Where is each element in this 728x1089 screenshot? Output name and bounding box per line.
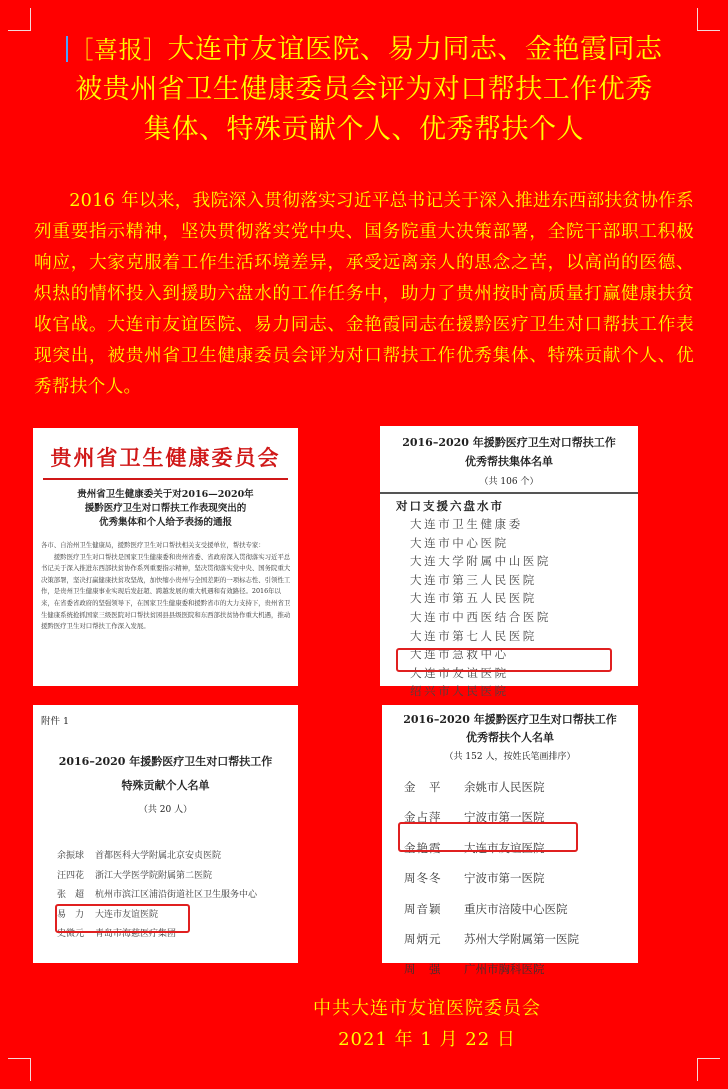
list-title: 2016–2020 年援黔医疗卫生对口帮扶工作 [402,436,616,449]
person-name: 金占萍 [404,810,442,825]
headline-line-1-text: 大连市友谊医院、易力同志、金艳霞同志 [167,34,663,65]
notice-paragraph: 援黔医疗卫生对口帮扶是国家卫生健康委和贵州省委、省政府深入贯彻落实习近平总书记关于深入推进东西部扶贫协作系列重要指示精神，坚决贯彻落实党中央、国务院重大决策部署，坚决打赢健康扶贫攻坚战，加快缩小贵州与全国差距的一项标志性、引领性工作，是贵州卫生健康事业实现后发赶超、跨越发展的重大机遇和有效路径。2016年以来，在省委省政府的坚强领导下，在国家卫生健康委和援黔省市的大力支持下，贵州省卫生健康系统抢抓国家三级医院对口帮扶贫困县县级医院和东西部扶贫协作重大机遇，推动援黔医疗卫生对口帮扶工作深入发展。 [41,552,291,631]
list-subtitle: 特殊贡献个人名单 [121,779,210,792]
person-org: 广州市胸科医院 [464,962,545,977]
notice-document-image [33,428,298,686]
person-org: 大连市友谊医院 [95,909,159,920]
header-rule [43,478,288,480]
crop-mark [697,8,720,31]
list-item: 大连大学附属中山医院 [410,554,551,569]
person-name: 金 平 [404,780,442,794]
list-item: 大连市第五人民医院 [410,591,537,606]
list-item: 大连市中心医院 [410,535,509,550]
signature-date: 2021 年 1 月 22 日 [338,1029,516,1050]
person-org: 宁波市第一医院 [464,810,545,825]
headline-line-1 [20,30,708,70]
person-org: 青岛市海慈医疗集团 [95,929,177,940]
headline-tag: ［喜报］ [69,36,168,64]
signature-block [262,993,592,1055]
list-item: 大连市急救中心 [410,647,509,662]
list-count: （共 152 人，按姓氏笔画排序） [444,752,576,762]
list-count: （共 106 个） [479,477,539,487]
list-item [57,886,257,906]
attachment-label: 附件 1 [41,716,70,727]
crop-mark [8,1058,31,1081]
headline [20,30,708,150]
list-item [404,924,579,954]
person-name: 易 力 [57,909,85,920]
highlight-box [55,904,190,933]
outstanding-person-list-image [382,705,638,977]
list-item [404,954,579,984]
list-item [57,847,257,867]
list-count: （共 20 人） [138,805,193,815]
person-name: 周炳元 [404,932,442,947]
person-org: 宁波市第一医院 [464,871,545,886]
list-item: 绍兴市人民医院 [410,684,509,699]
person-org: 杭州市滨江区浦沿街道社区卫生服务中心 [95,890,258,901]
person-org: 余姚市人民医院 [464,780,545,794]
person-name: 汪四花 [57,870,85,881]
headline-line-2: 被贵州省卫生健康委员会评为对口帮扶工作优秀 [75,74,653,105]
person-org: 重庆市涪陵中心医院 [464,901,568,916]
person-name: 史微元 [57,929,85,940]
person-name: 余振球 [57,851,85,861]
notice-title-line: 优秀集体和个人给予表扬的通报 [98,517,232,528]
notice-paragraph: 各市、自治州卫生健康局，援黔医疗卫生对口帮扶相关支受援单位，帮扶专家： [41,541,265,549]
person-name: 张 超 [57,890,85,901]
person-name: 周音颖 [404,901,442,916]
notice-title-line: 援黔医疗卫生对口帮扶工作表现突出的 [84,503,247,514]
body-paragraph: 2016 年以来，我院深入贯彻落实习近平总书记关于深入推进东西部扶贫协作系列重要指示精神，坚决贯彻落实党中央、国务院重大决策部署，全院干部职工积极响应，大家克服着工作生活环境差异，承受远离亲人的思念之苦，以高尚的医德、炽热的情怀投入到援助六盘水的工作任务中，助力了贵州按时高质量打赢健康扶贫收官战。大连市友谊医院、易力同志、金艳霞同志在援黔医疗卫生对口帮扶工作表现突出，被贵州省卫生健康委员会评为对口帮扶工作优秀集体、特殊贡献个人、优秀帮扶个人。 [34,191,694,397]
notice-title-line: 贵州省卫生健康委关于对2016—2020年 [77,489,254,500]
list-item [404,894,579,924]
collective-list [410,515,551,701]
person-name: 周冬冬 [404,871,442,886]
collective-list-image [380,426,638,699]
notice-body [41,540,291,633]
list-item [404,772,579,802]
person-name: 金艳霞 [404,840,442,855]
headline-line-3: 集体、特殊贡献个人、优秀帮扶个人 [144,114,584,145]
person-org: 苏州大学附属第一医院 [464,932,579,947]
list-item: 大连市第三人民医院 [410,572,537,587]
person-org: 首都医科大学附属北京安贞医院 [95,851,222,861]
divider [380,492,638,494]
list-item: 大连市中西医结合医院 [410,609,551,624]
list-section: 对口支援六盘水市 [396,499,504,513]
list-item: 大连市第七人民医院 [410,628,537,643]
crop-mark [697,1058,720,1081]
list-subtitle: 优秀帮扶个人名单 [466,731,554,744]
highlight-box [398,822,578,852]
list-item: 大连市卫生健康委 [410,517,523,531]
person-org: 大连市友谊医院 [464,840,545,855]
crop-mark [8,8,31,31]
notice-header: 贵州省卫生健康委员会 [50,445,281,470]
signature-org: 中共大连市友谊医院委员会 [313,998,541,1019]
person-org: 浙江大学医学院附属第二医院 [95,870,213,881]
person-name: 周 强 [404,962,442,977]
list-item [404,863,579,893]
list-subtitle: 优秀帮扶集体名单 [465,455,553,468]
list-item [57,867,257,887]
text-cursor [66,36,68,62]
highlight-box [396,648,612,672]
list-item: 大连市友谊医院 [410,665,509,680]
special-contribution-list-image [33,705,298,963]
list-title: 2016–2020 年援黔医疗卫生对口帮扶工作 [58,755,273,768]
notice-title [53,488,278,530]
person-list [404,772,579,985]
list-title: 2016–2020 年援黔医疗卫生对口帮扶工作 [403,713,617,726]
